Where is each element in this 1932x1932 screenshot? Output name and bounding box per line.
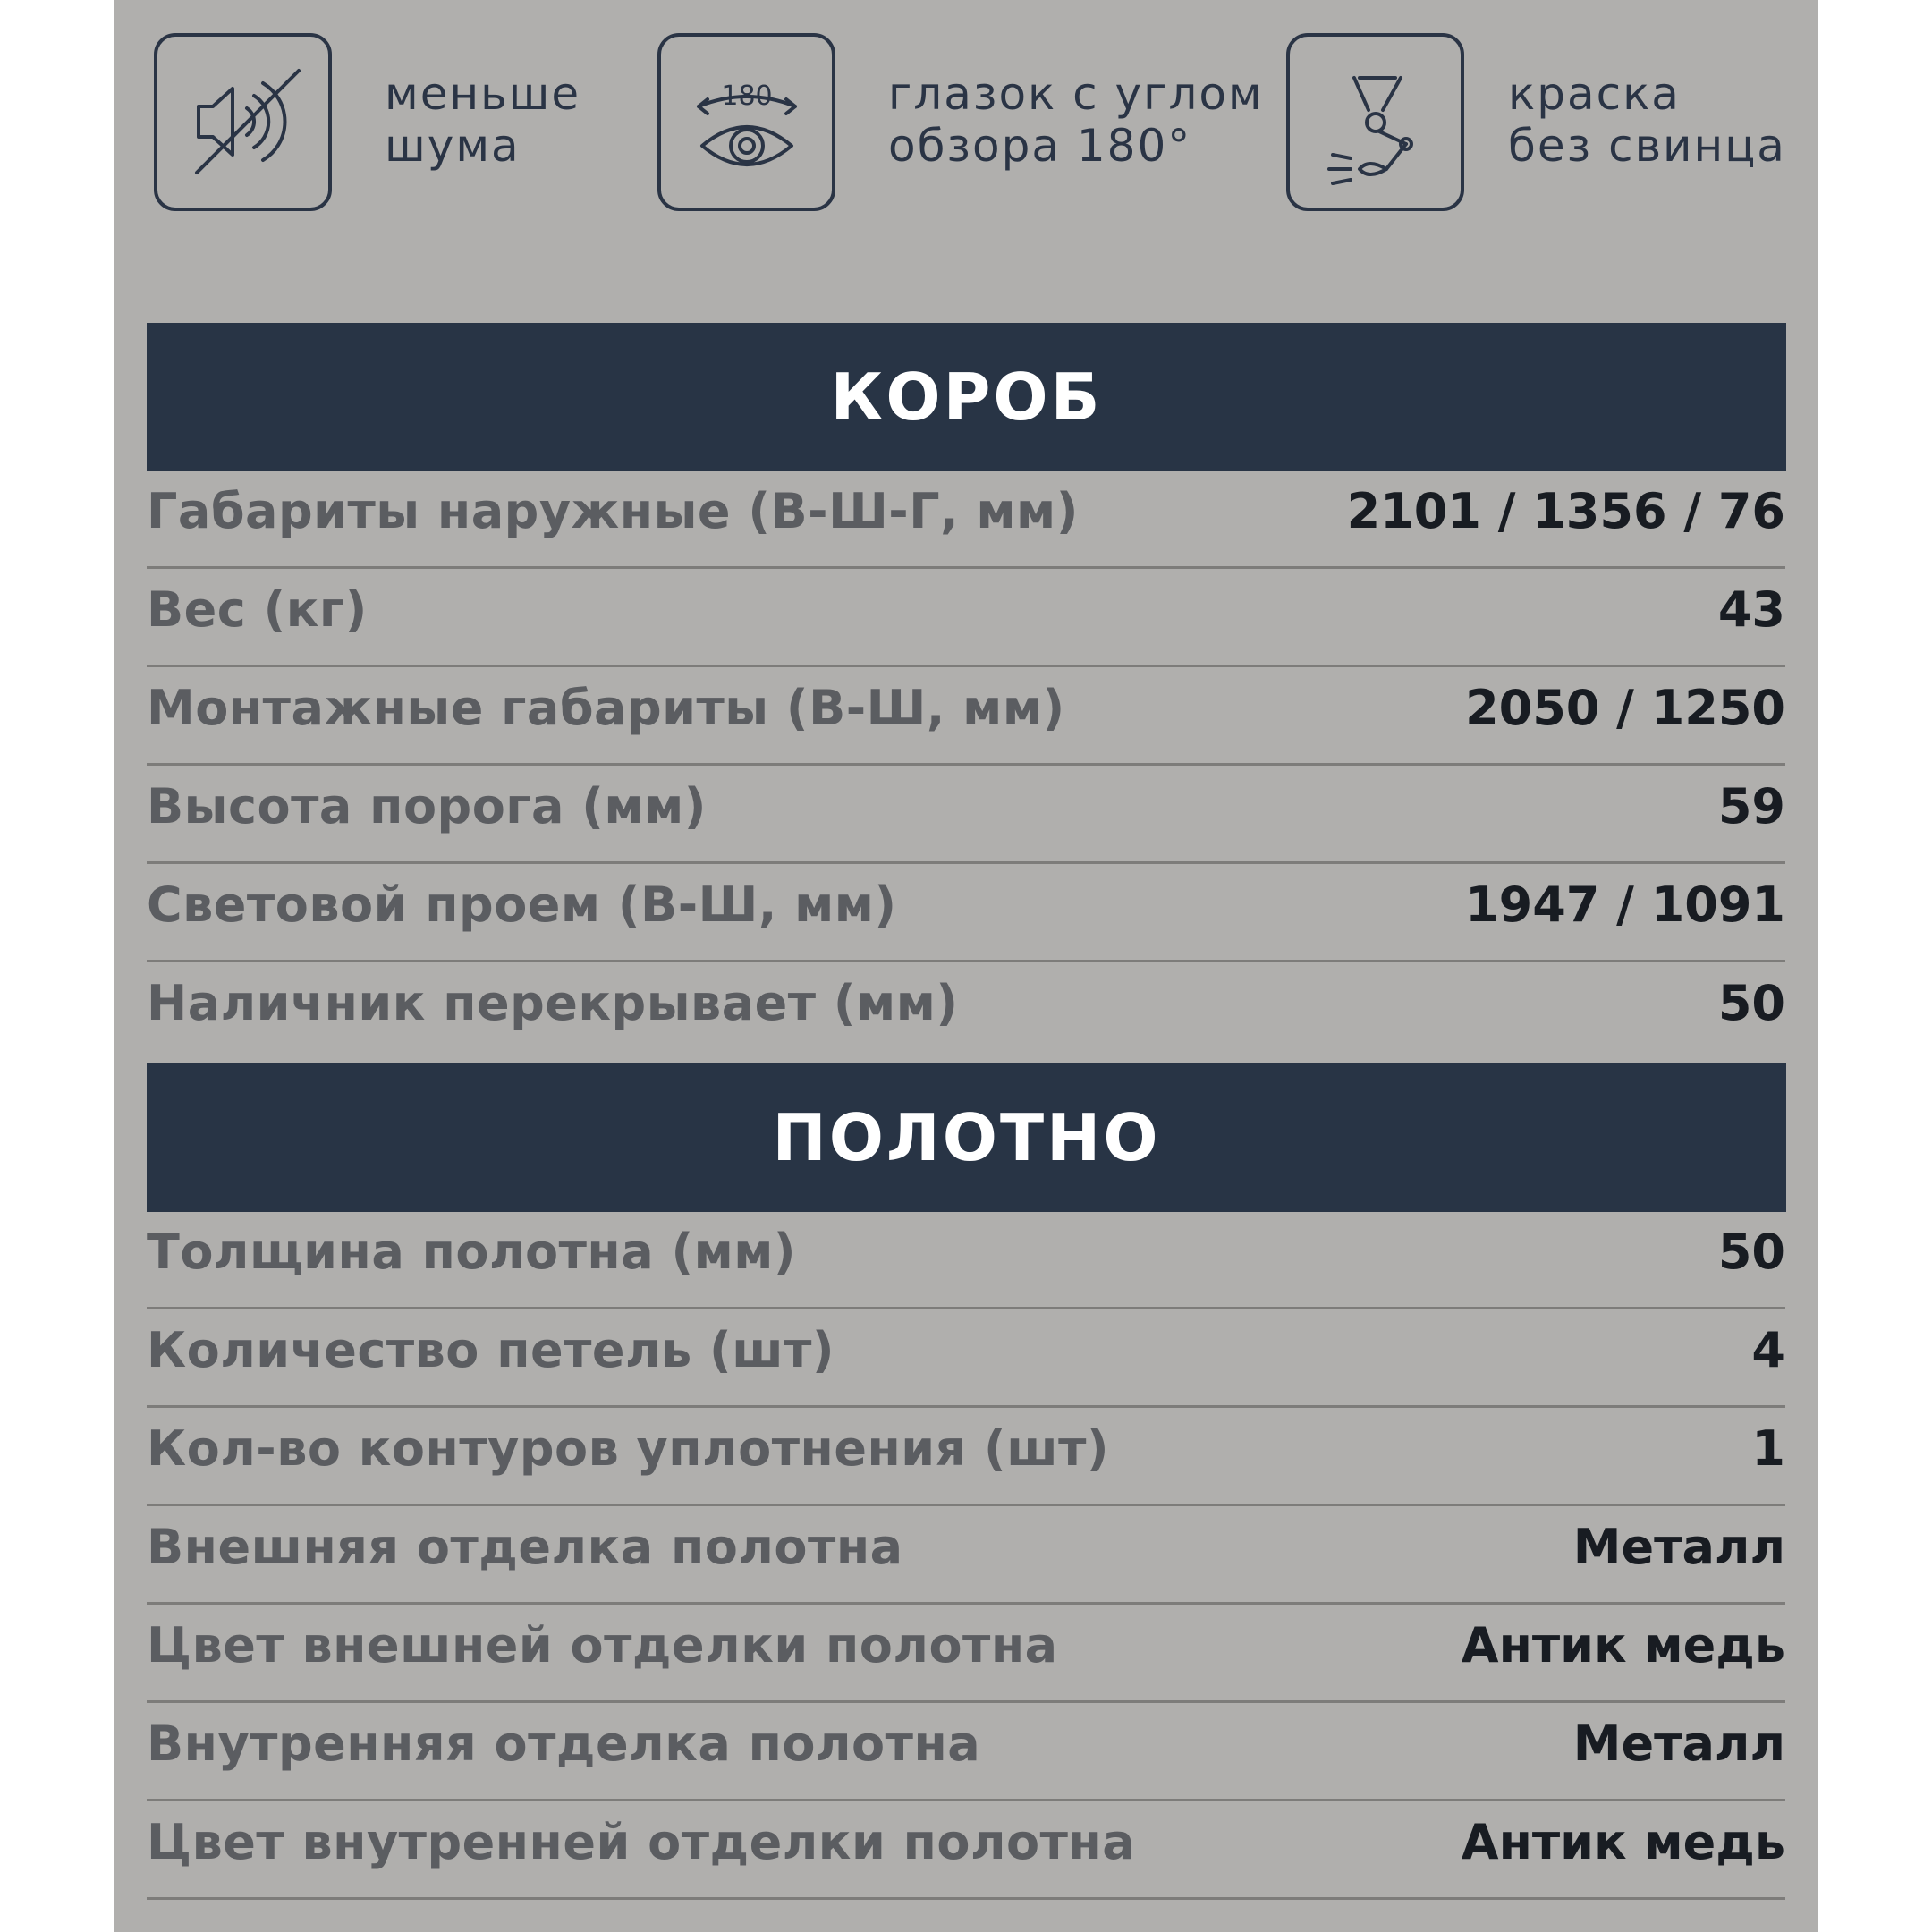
- row-label: Вес (кг): [147, 581, 368, 638]
- feature-list: [114, 0, 1818, 233]
- feature-paint-line1: краска: [1508, 68, 1681, 120]
- row-value: 1947 / 1091: [1465, 877, 1785, 933]
- row-label: Монтажные габариты (В-Ш, мм): [147, 680, 1065, 736]
- row-value: 50: [1717, 975, 1785, 1031]
- spec-panel: [114, 0, 1818, 1932]
- row-value: 43: [1717, 581, 1785, 638]
- row-label: Наличник перекрывает (мм): [147, 975, 959, 1031]
- table-row: [147, 1801, 1785, 1900]
- row-label: Толщина полотна (мм): [147, 1224, 797, 1280]
- feature-noise-line1: меньше: [385, 68, 581, 120]
- table-row: [147, 1703, 1785, 1801]
- row-label: Цвет внешней отделки полотна: [147, 1617, 1058, 1674]
- row-value: Антик медь: [1461, 1617, 1785, 1674]
- table-row: [147, 766, 1785, 864]
- table-row: [147, 569, 1785, 667]
- table-row: [147, 1408, 1785, 1506]
- noise-reduction-icon: [154, 33, 332, 211]
- feature-peephole-line2: обзора 180°: [888, 120, 1192, 172]
- section-header-polotno: ПОЛОТНО: [147, 1063, 1786, 1212]
- row-label: Габариты наружные (В-Ш-Г, мм): [147, 483, 1079, 539]
- row-label: Внешняя отделка полотна: [147, 1519, 903, 1575]
- feature-peephole-text: [888, 68, 1264, 172]
- table-row: [147, 1309, 1785, 1408]
- row-value: Металл: [1572, 1716, 1785, 1772]
- row-value: Антик медь: [1461, 1814, 1785, 1870]
- feature-noise-line2: шума: [385, 120, 521, 172]
- peephole-180-icon: [657, 33, 835, 211]
- row-value: 2050 / 1250: [1465, 680, 1785, 736]
- row-label: Кол-во контуров уплотнения (шт): [147, 1420, 1110, 1477]
- feature-peephole-line1: глазок с углом: [888, 68, 1264, 120]
- table-row: [147, 470, 1785, 569]
- spray-paint-icon: [1286, 33, 1464, 211]
- row-label: Внутренняя отделка полотна: [147, 1716, 981, 1772]
- table-row: [147, 1211, 1785, 1309]
- row-label: Высота порога (мм): [147, 778, 707, 835]
- row-value: 2101 / 1356 / 76: [1346, 483, 1785, 539]
- section-header-korob: КОРОБ: [147, 323, 1786, 471]
- row-value: 1: [1751, 1420, 1785, 1477]
- row-label: Цвет внутренней отделки полотна: [147, 1814, 1136, 1870]
- row-value: 50: [1717, 1224, 1785, 1280]
- row-value: 59: [1717, 778, 1785, 835]
- row-value: 4: [1751, 1322, 1785, 1378]
- peephole-180-label: 180: [721, 80, 773, 112]
- table-row: [147, 962, 1785, 1061]
- feature-paint-text: [1508, 68, 1786, 172]
- feature-paint-line2: без свинца: [1508, 120, 1786, 172]
- table-row: [147, 864, 1785, 962]
- table-row: [147, 667, 1785, 766]
- row-label: Световой проем (В-Ш, мм): [147, 877, 897, 933]
- table-row: [147, 1506, 1785, 1605]
- row-label: Количество петель (шт): [147, 1322, 835, 1378]
- table-row: [147, 1605, 1785, 1703]
- row-value: Металл: [1572, 1519, 1785, 1575]
- feature-noise-text: [385, 68, 580, 172]
